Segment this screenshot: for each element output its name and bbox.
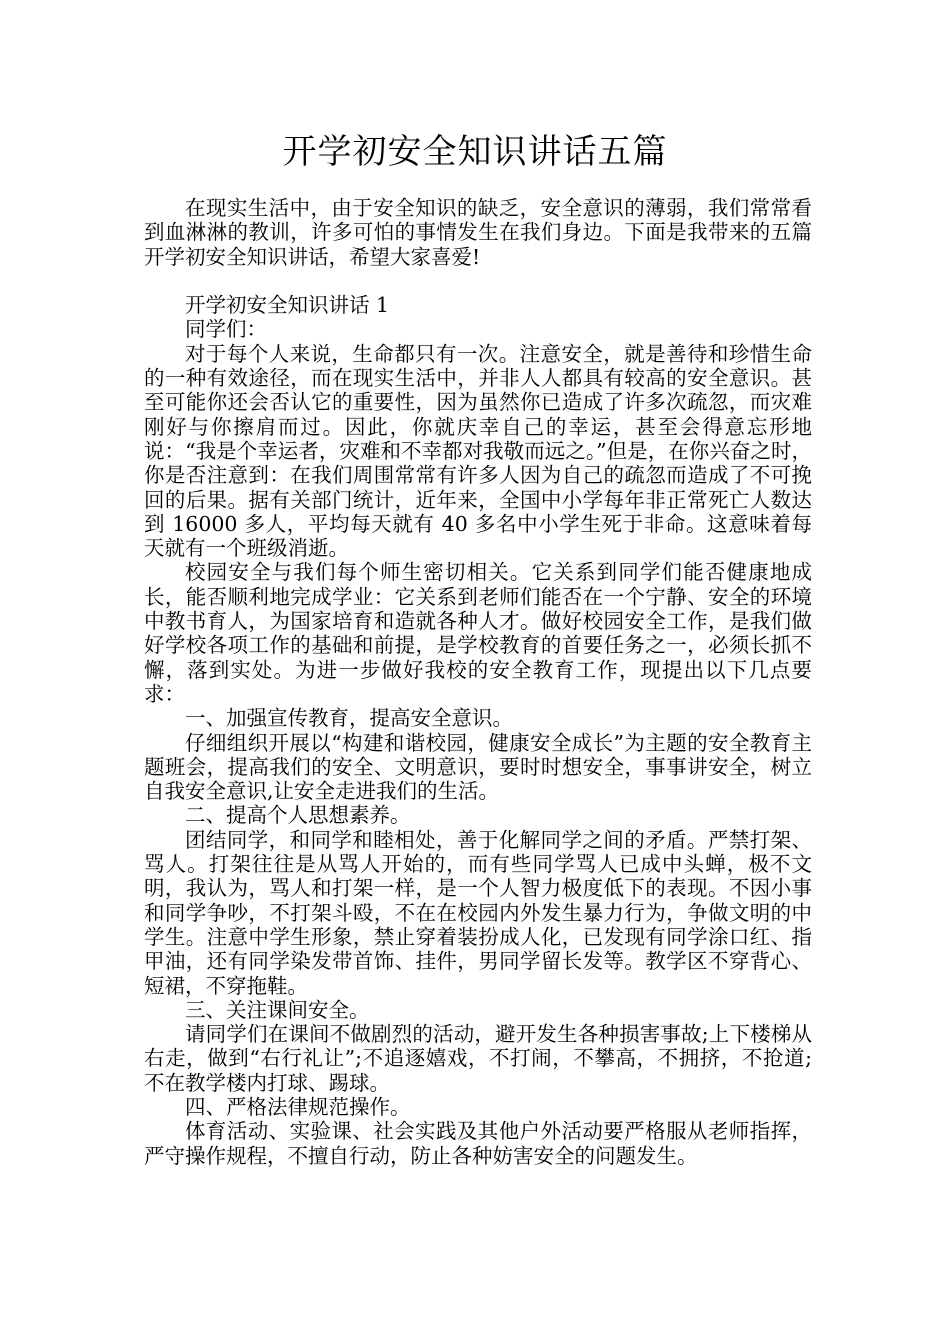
subheading: 三、关注课间安全。	[185, 997, 370, 1022]
paragraph: 对于每个人来说，生命都只有一次。注意安全，就是善待和珍惜生命的一种有效途径，而在现实生活中，并非人人都具有较高的安全意识。甚至可能你还会否认它的重要性，因为虽然你已造成了许多次疏忽，而灾难刚好与你擦肩而过。因此，你就庆幸自己的幸运，甚至会得意忘形地说：“我是个幸运者，灾难和不幸都对我敬而远之。”但是，在你兴奋之时，你是否注意到：在我们周围常常有许多人因为自己的疏忽而造成了不可挽回的后果。据有关部门统计，近年来，全国中小学每年非正常死亡人数达到 16000 多人，平均每天就有 40 多名中小学生死于非命。这意味着每天就有一个班级消逝。	[144, 341, 812, 561]
paragraph: 请同学们在课间不做剧烈的活动，避开发生各种损害事故;上下楼梯从右走，做到“右行礼让”;不追逐嬉戏，不打闹，不攀高，不拥挤，不抢道;不在教学楼内打球、踢球。	[144, 1022, 812, 1095]
section-heading: 开学初安全知识讲话 1	[185, 293, 390, 318]
paragraph: 团结同学，和同学和睦相处，善于化解同学之间的矛盾。严禁打架、骂人。打架往往是从骂人开始的，而有些同学骂人已成中头蝉，极不文明，我认为，骂人和打架一样，是一个人智力极度低下的表现。不因小事和同学争吵，不打架斗殴，不在在校园内外发生暴力行为，争做文明的中学生。注意中学生形象，禁止穿着装扮成人化，已发现有同学涂口红、指甲油，还有同学染发带首饰、挂件，男同学留长发等。教学区不穿背心、短裙，不穿拖鞋。	[144, 827, 812, 998]
paragraph: 体育活动、实验课、社会实践及其他户外活动要严格服从老师指挥，严守操作规程，不擅自行动，防止各种妨害安全的问题发生。	[144, 1119, 812, 1168]
subheading: 四、严格法律规范操作。	[185, 1094, 411, 1119]
document-body	[144, 196, 812, 1168]
subheading: 一、加强宣传教育，提高安全意识。	[185, 706, 513, 731]
greeting: 同学们：	[185, 317, 267, 342]
paragraph: 仔细组织开展以“构建和谐校园，健康安全成长”为主题的安全教育主题班会，提高我们的安全、文明意识，要时时想安全，事事讲安全，树立自我安全意识,让安全走进我们的生活。	[144, 730, 812, 804]
document-title: 开学初安全知识讲话五篇	[282, 132, 668, 172]
paragraph: 校园安全与我们每个师生密切相关。它关系到同学们能否健康地成长，能否顺利地完成学业：它关系到老师们能否在一个宁静、安全的环境中教书育人，为国家培育和造就各种人才。做好校园安全工作，是我们做好学校各项工作的基础和前提，是学校教育的首要任务之一，必须长抓不懈，落到实处。为进一步做好我校的安全教育工作，现提出以下几点要求：	[144, 560, 812, 706]
intro-paragraph: 在现实生活中，由于安全知识的缺乏，安全意识的薄弱，我们常常看到血淋淋的教训，许多可怕的事情发生在我们身边。下面是我带来的五篇开学初安全知识讲话，希望大家喜爱!	[144, 196, 812, 269]
subheading: 二、提高个人思想素养。	[185, 803, 411, 828]
